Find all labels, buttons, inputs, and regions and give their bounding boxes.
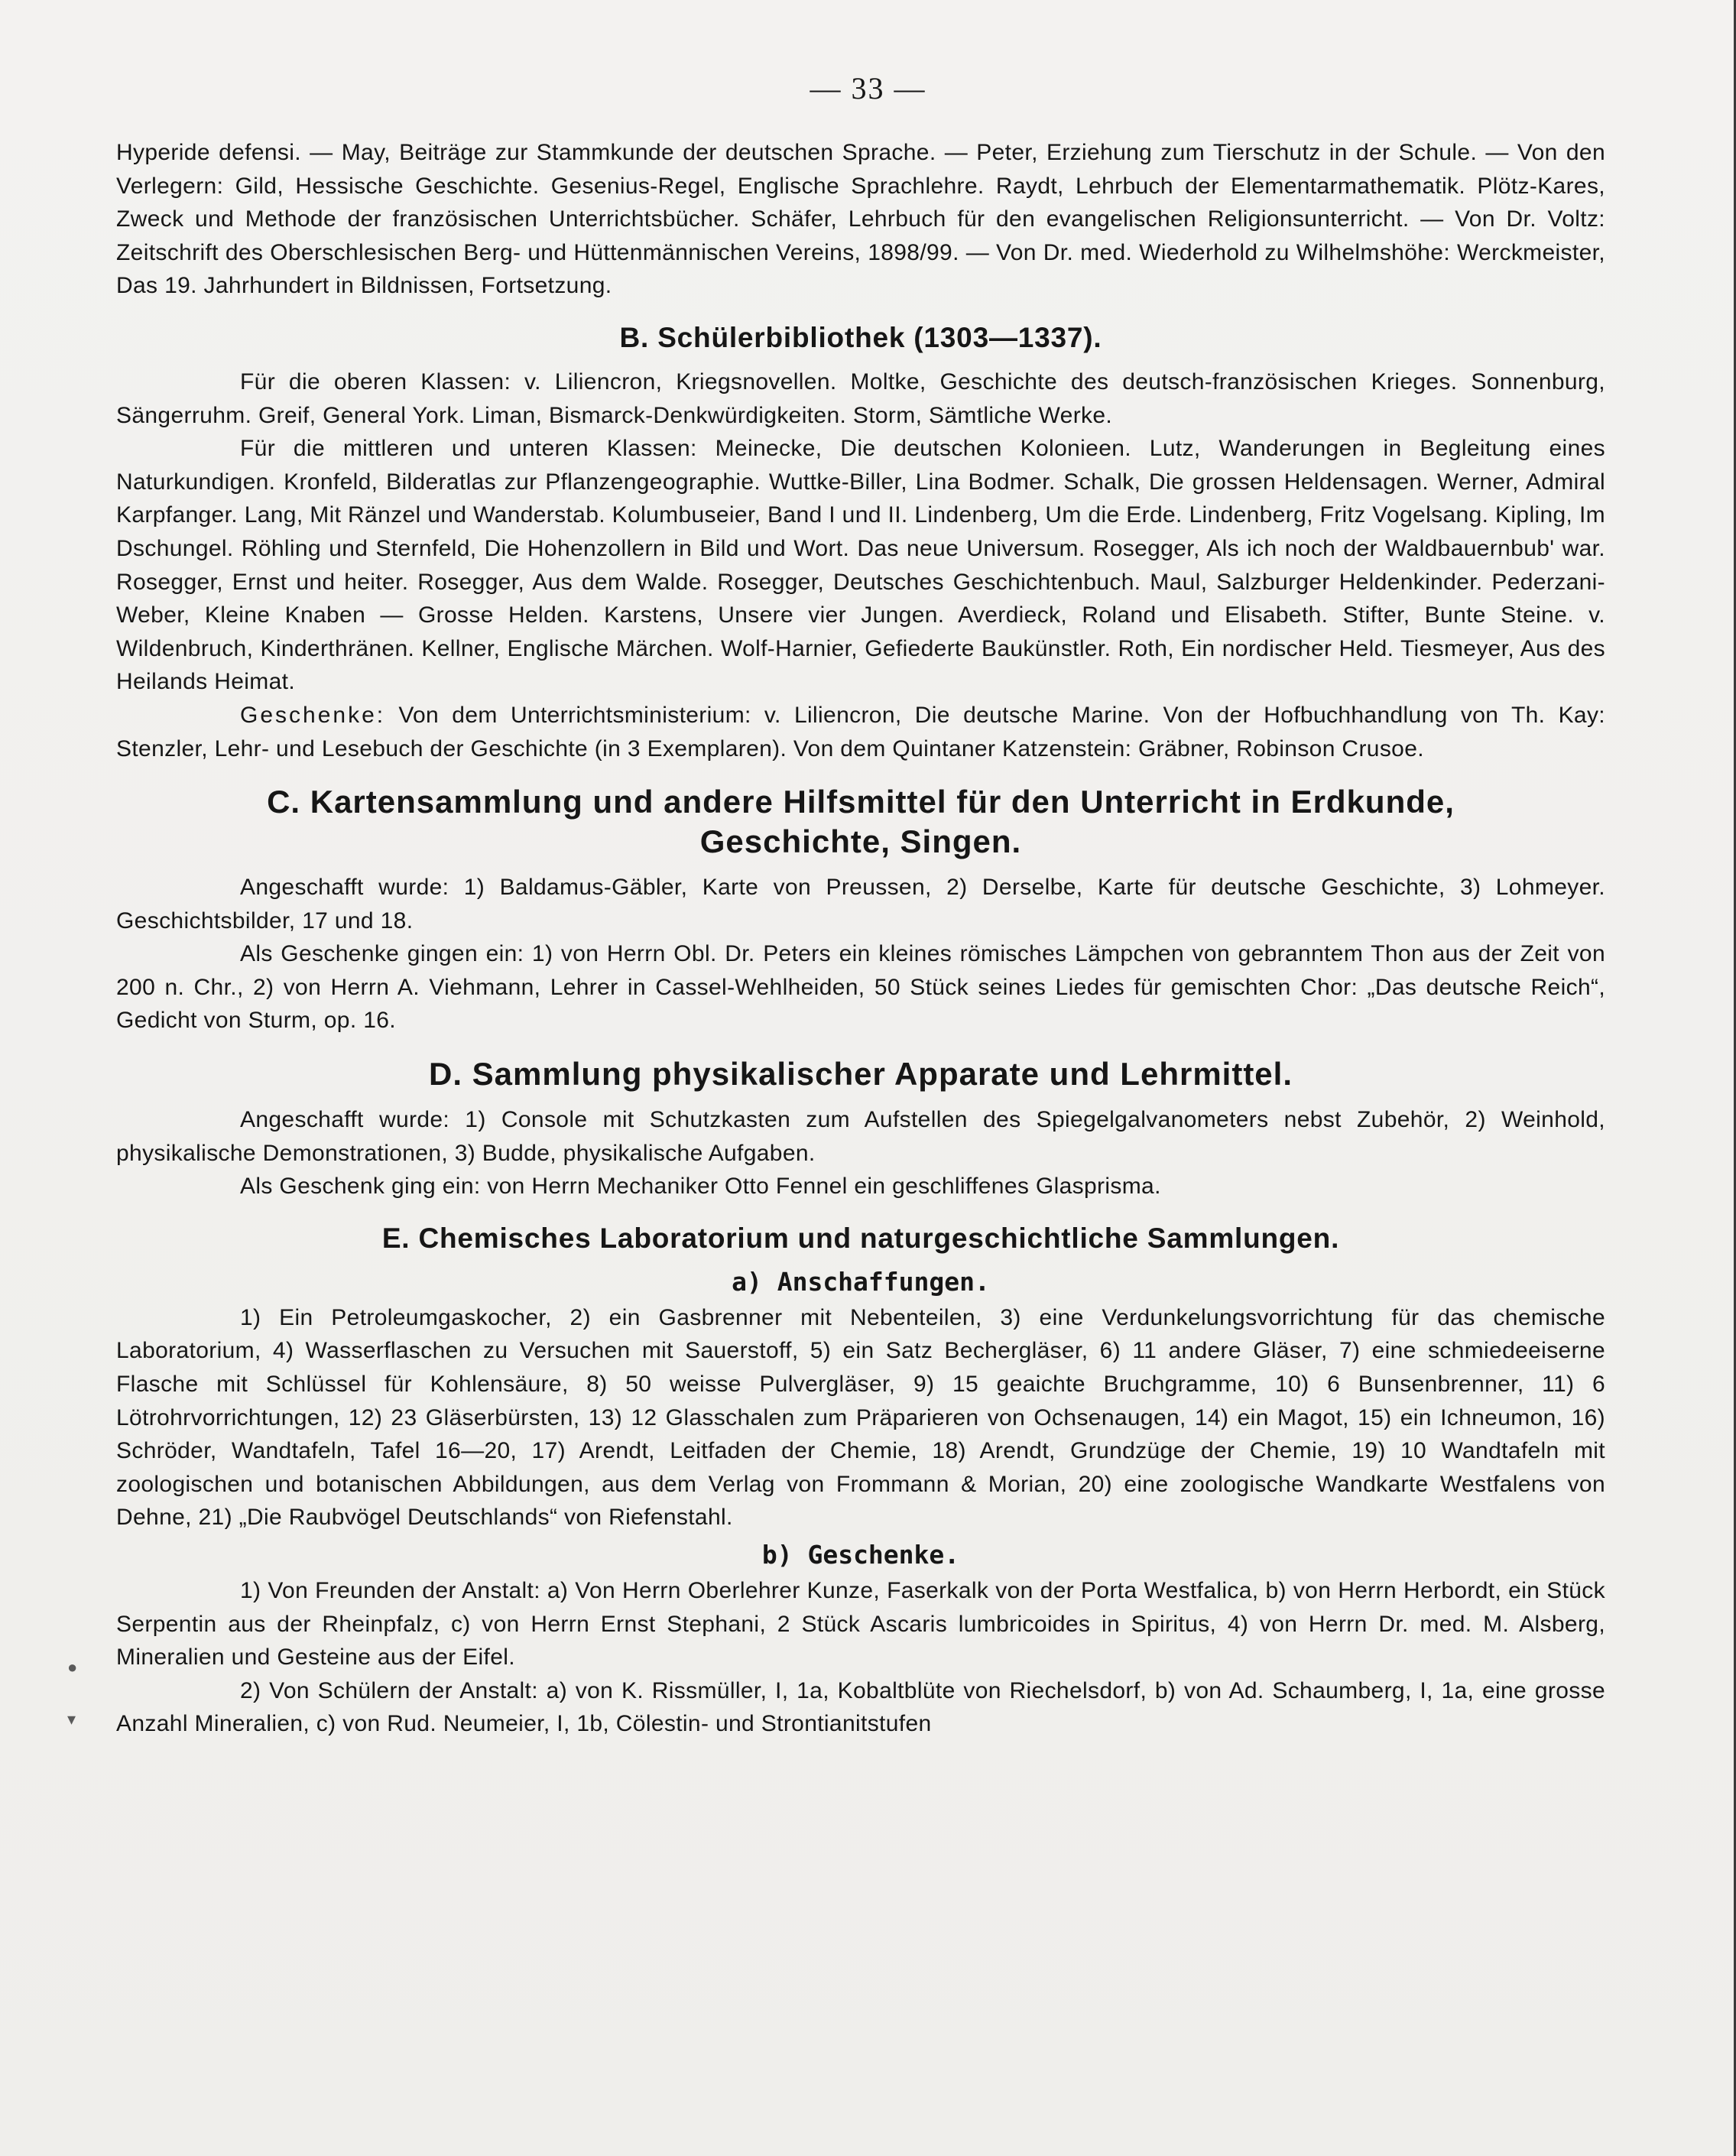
- section-e-b1-text: a) Von Herrn Oberlehrer Kunze, Faserkalk von der Porta Westfalica, b) von Herrn Herbordt, ein Stück Serpentin aus der Rheinpfalz, c) von Herrn Ernst Stephani, 2 Stück Ascaris lumbricoides in Spiritus, 4) von Herrn Dr. med. M. Alsberg, Mineralien und Gesteine aus der Eifel.: [116, 1578, 1605, 1671]
- section-b-heading: B. Schülerbibliothek (1303—1337).: [619, 321, 1102, 353]
- page-body: [116, 136, 1605, 1741]
- section-e-b2-text: a) von K. Rissmüller, I, 1a, Kobaltblüte von Riechelsdorf, b) von Ad. Schaumberg, I, 1a, eine grosse Anzahl Mineralien, c) von Rud. Neumeier, I, 1b, Cölestin- und Strontianitstufen: [116, 1677, 1605, 1737]
- section-d-p2-lead: Als Geschenk ging ein:: [240, 1174, 481, 1200]
- section-c-p1-text: 1) Baldamus-Gäbler, Karte von Preussen, 2) Derselbe, Karte für deutsche Geschichte, 3) Lohmeyer. Geschichtsbilder, 17 und 18.: [116, 875, 1605, 934]
- section-b-paragraph-2: [116, 432, 1605, 699]
- section-e-gifts-1: [116, 1574, 1605, 1674]
- section-b-p2-text: Meinecke, Die deutschen Kolonieen. Lutz, Wanderungen in Begleitung eines Naturkundigen. Kronfeld, Bilderatlas zur Pflanzengeographie. Wuttke-Biller, Lina Bodmer. Schalk, Die grossen Heldensagen. Werner, Admiral Karpfanger. Lang, Mit Ränzel und Wanderstab. Kolumbuseier, Band I und II. Lindenberg, Um die Erde. Lindenberg, Fritz Vogelsang. Kipling, Im Dschungel. Röhling und Sternfeld, Die Hohenzollern in Bild und Wort. Das neue Universum. Rosegger, Als ich noch der Waldbauernbub' war. Rosegger, Ernst und heiter. Rosegger, Aus dem Walde. Rosegger, Deutsches Geschichtenbuch. Maul, Salzburger Heldenkinder. Pederzani-Weber, Kleine Knaben — Grosse Helden. Karstens, Unsere vier Jungen. Averdieck, Roland und Elisabeth. Stifter, Bunte Steine. v. Wildenbruch, Kinderthränen. Kellner, Englische Märchen. Wolf-Harnier, Gefiederte Baukünstler. Roth, Ein nordischer Held. Tiesmeyer, Aus des Heilands Heimat.: [116, 436, 1605, 695]
- section-d-p1-text: 1) Console mit Schutzkasten zum Aufstellen des Spiegelgalvanometers nebst Zubehör, 2) Weinhold, physikalische Demonstrationen, 3) Budde, physikalische Aufgaben.: [116, 1107, 1605, 1166]
- section-e-subheading-b: b) Geschenke.: [761, 1540, 960, 1570]
- section-e-acquisitions: 1) Ein Petroleumgaskocher, 2) ein Gasbrenner mit Nebenteilen, 3) eine Verdunkelungsvorrichtung für das chemische Laboratorium, 4) Wasserflaschen zu Versuchen mit Sauerstoff, 5) ein Satz Bechergläser, 6) 11 andere Gläser, 7) eine schmiedeeiserne Flasche mit Schlüssel für Kohlensäure, 8) 50 weisse Pulvergläser, 9) 15 geaichte Bruchgramme, 10) 6 Bunsenbrenner, 11) 6 Lötrohrvorrichtungen, 12) 23 Gläserbürsten, 13) 12 Glasschalen zum Präparieren von Ochsenaugen, 14) ein Magot, 15) ein Ichneumon, 16) Schröder, Wandtafeln, Tafel 16—20, 17) Arendt, Leitfaden der Chemie, 18) Arendt, Grundzüge der Chemie, 19) 10 Wandtafeln mit zoologischen und botanischen Abbildungen, aus dem Verlag von Frommann & Morian, 20) eine zoologische Wandkarte Westfalens von Dehne, 21) „Die Raubvögel Deutschlands“ von Riefenstahl.: [116, 1304, 1605, 1531]
- page-number: — 33 —: [810, 71, 926, 106]
- section-e-b1-lead: 1) Von Freunden der Anstalt:: [240, 1578, 540, 1603]
- intro-paragraph: Hyperide defensi. — May, Beiträge zur Stammkunde der deutschen Sprache. — Peter, Erziehung zum Tierschutz in der Schule. — Von den Verlegern: Gild, Hessische Geschichte. Gesenius-Regel, Englische Sprachlehre. Raydt, Lehrbuch der Elementarmathematik. Plötz-Kares, Zweck und Methode der französischen Unterrichtsbücher. Schäfer, Lehrbuch für den evangelischen Religionsunterricht. — Von Dr. Voltz: Zeitschrift des Oberschlesischen Berg- und Hüttenmännischen Vereins, 1898/99. — Von Dr. med. Wiederhold zu Wilhelmshöhe: Werckmeister, Das 19. Jahrhundert in Bildnissen, Fortsetzung.: [116, 140, 1605, 299]
- section-b-p1-text: v. Liliencron, Kriegsnovellen. Moltke, Geschichte des deutsch-französischen Krieges. Sonnenburg, Sängerruhm. Greif, General York. Liman, Bismarck-Denkwürdigkeiten. Storm, Sämtliche Werke.: [116, 369, 1605, 428]
- section-b-p3-text: Von dem Unterrichtsministerium: v. Liliencron, Die deutsche Marine. Von der Hofbuchhandlung von Th. Kay: Stenzler, Lehr- und Lesebuch der Geschichte (in 3 Exemplaren). Von dem Quintaner Katzenstein: Gräbner, Robinson Crusoe.: [116, 702, 1605, 761]
- section-d-p1-lead: Angeschafft wurde:: [240, 1107, 450, 1133]
- section-b-paragraph-1: [116, 365, 1605, 432]
- section-c-p1-lead: Angeschafft wurde:: [240, 875, 449, 901]
- section-c-paragraph-1: [116, 871, 1605, 937]
- section-c-heading: [116, 782, 1605, 862]
- section-e-gifts-2: [116, 1674, 1605, 1741]
- section-d-heading: D. Sammlung physikalischer Apparate und Lehrmittel.: [428, 1056, 1293, 1093]
- section-b-paragraph-3: [116, 699, 1605, 765]
- section-e-heading: E. Chemisches Laboratorium und naturgeschichtliche Sammlungen.: [381, 1222, 1340, 1254]
- section-c-p2-text: 1) von Herrn Obl. Dr. Peters ein kleines römisches Lämpchen von gebranntem Thon aus der Zeit von 200 n. Chr., 2) von Herrn A. Viehmann, Lehrer in Cassel-Wehlheiden, 50 Stück seines Liedes für gemischten Chor: „Das deutsche Reich“, Gedicht von Sturm, op. 16.: [116, 941, 1605, 1034]
- section-b-p1-lead: Für die oberen Klassen:: [240, 369, 511, 395]
- section-c-heading-line-2: Geschichte, Singen.: [699, 823, 1022, 860]
- section-b-p2-lead: Für die mittleren und unteren Klassen:: [240, 436, 697, 462]
- section-c-heading-line-1: C. Kartensammlung und andere Hilfsmittel für den Unterricht in Erdkunde,: [267, 784, 1455, 820]
- margin-speck: ●: [67, 1658, 78, 1677]
- section-d-paragraph-1: [116, 1103, 1605, 1170]
- section-b-p3-lead: Geschenke:: [240, 702, 386, 728]
- section-d-paragraph-2: [116, 1170, 1605, 1203]
- section-c-p2-lead: Als Geschenke gingen ein:: [240, 941, 524, 967]
- section-e-b2-lead: 2) Von Schülern der Anstalt:: [240, 1677, 538, 1703]
- section-d-p2-text: von Herrn Mechaniker Otto Fennel ein geschliffenes Glasprisma.: [480, 1174, 1161, 1200]
- margin-speck: ▾: [67, 1710, 76, 1729]
- section-e-subheading-a: a) Anschaffungen.: [732, 1266, 990, 1297]
- section-c-paragraph-2: [116, 937, 1605, 1037]
